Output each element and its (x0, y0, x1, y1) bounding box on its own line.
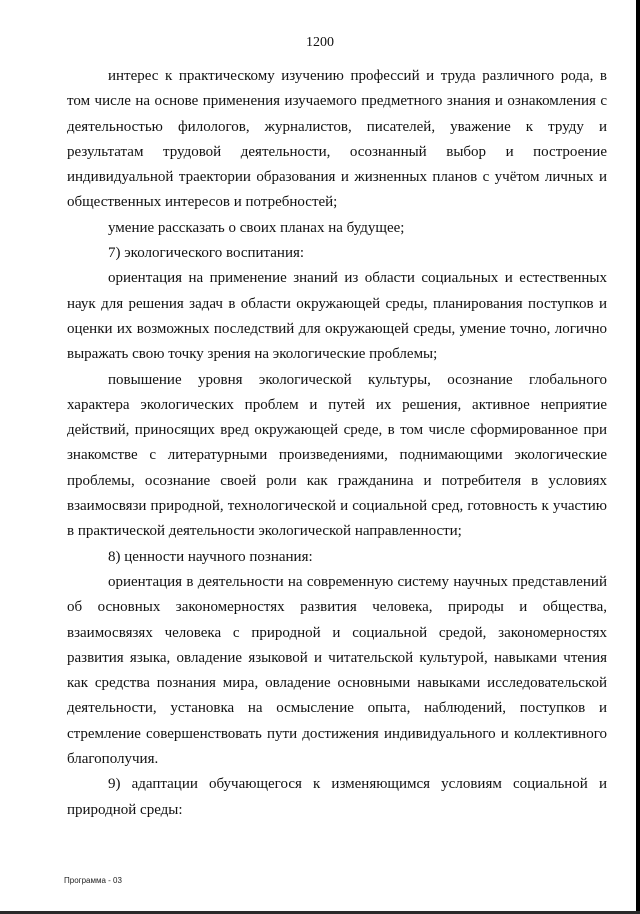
paragraph-scientific-orientation: ориентация в деятельности на современную систему научных представлений об основных закономерностях развития человека, природы и общества, взаимосвязях человека с природной и социальной средой, закономерностях развития языка, овладение языковой и читательской культурой, навыками чтения как средства познания мира, овладение основными навыками исследовательской деятельности, установка на осмысление опыта, наблюдений, поступков и стремление совершенствовать пути достижения индивидуального и коллективного благополучия. (67, 573, 607, 768)
heading-ecological-education: 7) экологического воспитания: (108, 245, 305, 262)
scan-edge-right (636, 0, 640, 914)
document-body (67, 64, 607, 823)
page-footer: Программа - 03 (64, 876, 122, 885)
page-number: 1200 (306, 35, 334, 50)
heading-scientific-knowledge: 8) ценности научного познания: (108, 548, 313, 565)
paragraph-ecological-culture: повышение уровня экологической культуры, осознание глобального характера экологических проблем и путей их решения, активное неприятие действий, приносящих вред окружающей среде, в том числе сформированное при знакомстве с литературными произведениями, поднимающими экологические проблемы, осознание своей роли как гражданина и потребителя в условиях взаимосвязи природной, технологической и социальной сред, готовность к участию в практической деятельности экологической направленности; (67, 371, 607, 540)
paragraph-future-plans: умение рассказать о своих планах на будущее; (108, 219, 405, 236)
paragraph-adaptation: 9) адаптации обучающегося к изменяющимся условиям социальной и природной среды: (67, 776, 607, 818)
paragraph-career-interest: интерес к практическому изучению профессий и труда различного рода, в том числе на основе применения изучаемого предметного знания и ознакомления с деятельностью филологов, журналистов, писателей, уважение к труду и результатам трудовой деятельности, осознанный выбор и построение индивидуальной траектории образования и жизненных планов с учётом личных и общественных интересов и потребностей; (67, 68, 607, 211)
paragraph-ecological-knowledge: ориентация на применение знаний из области социальных и естественных наук для решения задач в области окружающей среды, планирования поступков и оценки их возможных последствий для окружающей среды, умение точно, логично выражать свою точку зрения на экологические проблемы; (67, 270, 607, 363)
